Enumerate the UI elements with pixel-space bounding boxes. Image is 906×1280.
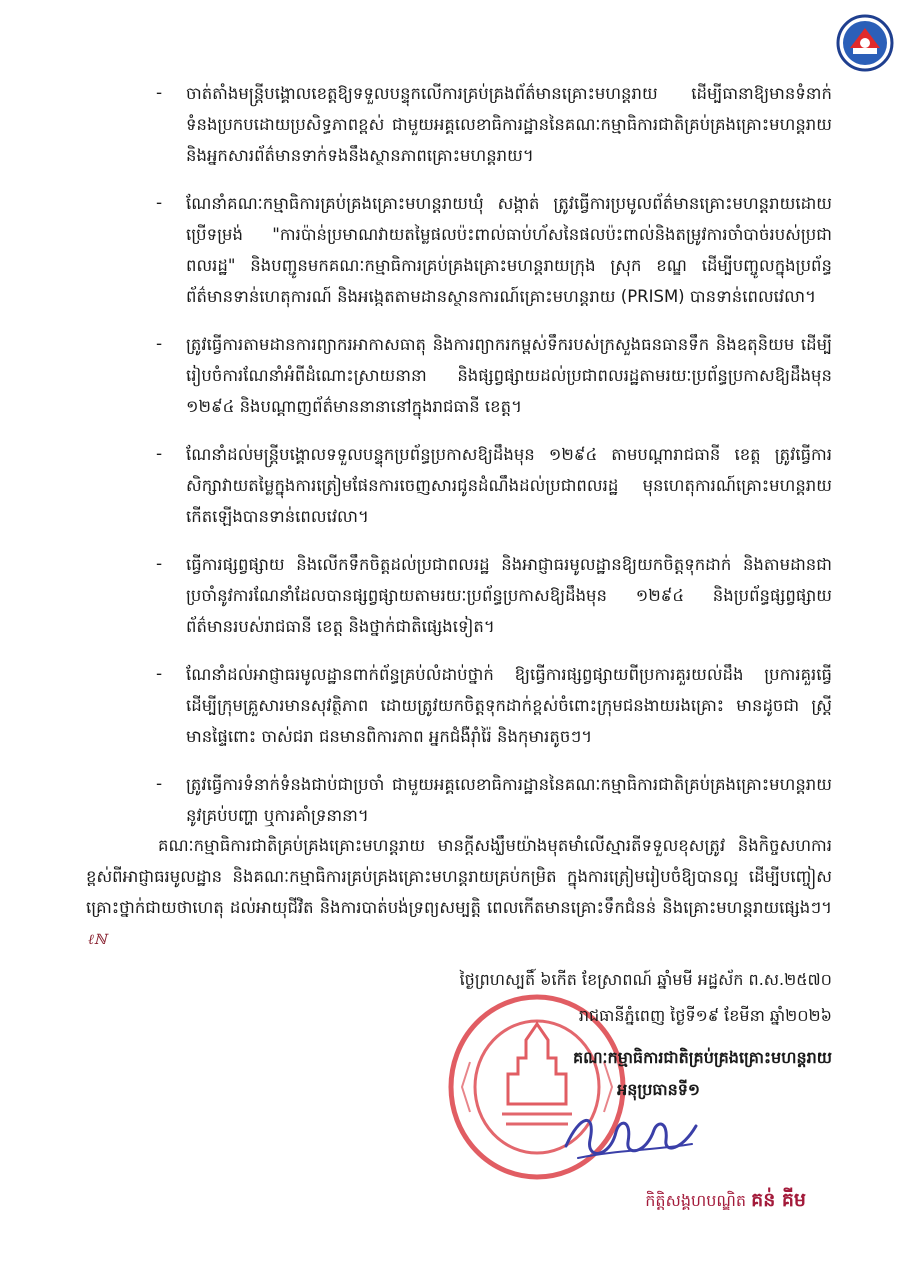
list-item (156, 659, 832, 752)
list-item (156, 439, 832, 532)
bullet-dash: - (156, 193, 163, 213)
closing-text: គណៈកម្មាធិការជាតិគ្រប់គ្រងគ្រោះមហន្តរាយ មានក្តីសង្ឃឹមយ៉ាងមុតមាំលើស្មារតីទទួលខុសត្រូវ និងកិច្ចសហការខ្ពស់ពីអាជ្ញាធរមូលដ្ឋាន និងគណៈកម្មាធិការគ្រប់គ្រងគ្រោះមហន្តរាយគ្រប់កម្រិត ក្នុងការត្រៀមរៀបចំឱ្យបានល្អ ដើម្បីបញ្ចៀសគ្រោះថ្នាក់ជាយថាហេតុ ដល់អាយុជីវិត និងការបាត់បង់ទ្រព្យសម្បត្តិ ពេលកើតមានគ្រោះទឹកជំនន់ និងគ្រោះមហន្តរាយផ្សេងៗ។ (86, 836, 832, 917)
signer-position: អនុប្រធានទី១ (617, 1080, 700, 1099)
list-item-text: ចាត់តាំងមន្ត្រីបង្គោលខេត្តឱ្យទទួលបន្ទុកលើការគ្រប់គ្រងព័ត៌មានគ្រោះមហន្តរាយ ដើម្បីធានាឱ្យមានទំនាក់ទំនងប្រកបដោយប្រសិទ្ធភាពខ្ពស់ ជាមួយអគ្គលេខាធិការដ្ឋាននៃគណៈកម្មាធិការជាតិគ្រប់គ្រងគ្រោះមហន្តរាយ និងអ្នកសារព័ត៌មានទាក់ទងនឹងស្ថានភាពគ្រោះមហន្តរាយ។ (186, 84, 832, 165)
signer-name: គន់ គីម (751, 1189, 806, 1211)
list-item (156, 329, 832, 422)
list-item-text: ធ្វើការផ្សព្វផ្សាយ និងលើកទឹកចិត្តដល់ប្រជាពលរដ្ឋ និងអាជ្ញាធរមូលដ្ឋានឱ្យយកចិត្តទុកដាក់ និងតាមដានជាប្រចាំនូវការណែនាំដែលបានផ្សព្វផ្សាយតាមរយៈប្រព័ន្ធប្រកាសឱ្យដឹងមុន ១២៩៤ និងប្រព័ន្ធផ្សព្វផ្សាយព័ត៌មានរបស់រាជធានី ខេត្ត និងថ្នាក់ជាតិផ្សេងទៀត។ (186, 555, 832, 636)
list-item (156, 78, 832, 171)
handwritten-initial: ℓℕ (88, 932, 107, 948)
bullet-dash: - (156, 334, 163, 354)
issuer-organization: គណៈកម្មាធិការជាតិគ្រប់គ្រងគ្រោះមហន្តរាយ (572, 1048, 832, 1067)
bullet-dash: - (156, 664, 163, 684)
handwritten-signature-icon (556, 1100, 706, 1170)
signer-block (560, 1186, 806, 1215)
list-item-text: ណែនាំដល់អាជ្ញាធរមូលដ្ឋានពាក់ព័ន្ធគ្រប់លំដាប់ថ្នាក់ ឱ្យធ្វើការផ្សព្វផ្សាយពីប្រការគួរយល់ដឹង ប្រការគួរធ្វើ ដើម្បីក្រុមគ្រួសារមានសុវត្ថិភាព ដោយត្រូវយកចិត្តទុកដាក់ខ្ពស់ចំពោះក្រុមជនងាយរងគ្រោះ មានដូចជា ស្ត្រីមានផ្ទៃពោះ ចាស់ជរា ជនមានពិការភាព អ្នកជំងឺរ៉ាំរ៉ៃ និងកុមារតូចៗ។ (186, 665, 832, 746)
list-item-text: ណែនាំគណៈកម្មាធិការគ្រប់គ្រងគ្រោះមហន្តរាយឃុំ សង្កាត់ ត្រូវធ្វើការប្រមូលព័ត៌មានគ្រោះមហន្តរាយដោយប្រើទម្រង់ "ការប៉ាន់ប្រមាណវាយតម្លៃផលប៉ះពាល់ធាប់ហ័សនៃផលប៉ះពាល់និងតម្រូវការចាំបាច់របស់ប្រជាពលរដ្ឋ" និងបញ្ជូនមកគណៈកម្មាធិការគ្រប់គ្រងគ្រោះមហន្តរាយក្រុង ស្រុក ខណ្ឌ ដើម្បីបញ្ចូលក្នុងប្រព័ន្ធព័ត៌មានទាន់ហេតុការណ៍ និងអង្កេតតាមដានស្ថានការណ៍គ្រោះមហន្តរាយ (PRISM) បានទាន់ពេលវេលា។ (186, 194, 832, 306)
list-item (156, 769, 832, 831)
list-item-text: ណែនាំដល់មន្ត្រីបង្គោលទទួលបន្ទុកប្រព័ន្ធប្រកាសឱ្យដឹងមុន ១២៩៤ តាមបណ្តារាជធានី ខេត្ត ត្រូវធ្វើការសិក្សាវាយតម្លៃក្នុងការត្រៀមផែនការចេញសារជូនដំណឹងដល់ប្រជាពលរដ្ឋ មុនហេតុការណ៍គ្រោះមហន្តរាយកើតឡើងបានទាន់ពេលវេលា។ (186, 445, 832, 526)
solar-date: រាជធានីភ្នំពេញ ថ្ងៃទី១៩ ខែមីនា ឆ្នាំ២០២៦ (578, 1006, 832, 1025)
ncdm-logo-icon (836, 14, 894, 72)
lunar-date: ថ្ងៃ​ព្រហស្បតិ៍ ៦កើត ខែស្រាពណ៍ ឆ្នាំមមី អដ្ឋស័ក ព.ស.២៥៧០ (459, 970, 832, 989)
list-item-text: ត្រូវធ្វើការទំនាក់ទំនងជាប់ជាប្រចាំ ជាមួយអគ្គលេខាធិការដ្ឋាននៃគណៈកម្មាធិការជាតិគ្រប់គ្រងគ្រោះមហន្តរាយ នូវគ្រប់បញ្ហា ឬការគាំទ្រនានា។ (186, 775, 832, 825)
list-item-text: ត្រូវធ្វើការតាមដានការព្យាករអាកាសធាតុ និងការព្យាករកម្ពស់ទឹករបស់ក្រសួងធនធានទឹក និងឧតុនិយម ដើម្បីរៀបចំការណែនាំអំពីដំណោះស្រាយនានា និងផ្សព្វផ្សាយដល់ប្រជាពលរដ្ឋតាមរយៈប្រព័ន្ធប្រកាសឱ្យដឹងមុន ១២៩៤ និងបណ្តាញព័ត៌មាននានានៅក្នុងរាជធានី ខេត្ត។ (186, 335, 832, 416)
bullet-dash: - (156, 554, 163, 574)
list-item (156, 188, 832, 312)
bullet-dash: - (156, 444, 163, 464)
bullet-dash: - (156, 83, 163, 103)
signer-title: កិត្តិសង្គហបណ្ឌិត (645, 1191, 747, 1210)
bullet-dash: - (156, 774, 163, 794)
closing-paragraph (86, 830, 832, 956)
list-item (156, 549, 832, 642)
instruction-list (156, 78, 832, 848)
